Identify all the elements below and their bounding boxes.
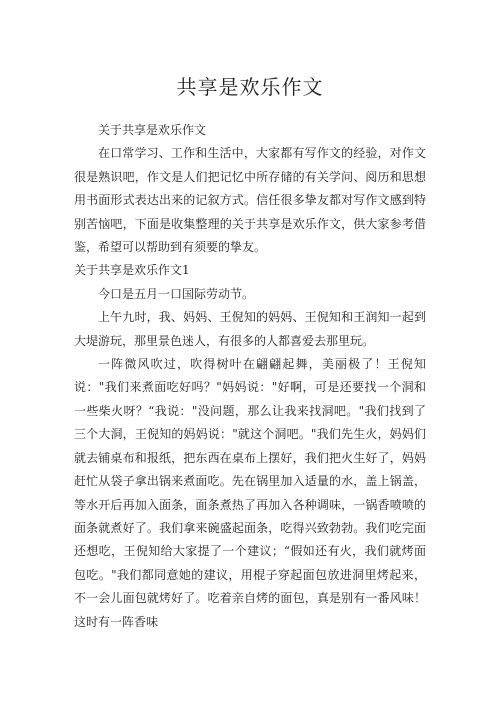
- document-body: [74, 119, 426, 634]
- section-heading: 关于共享是欢乐作文1: [74, 263, 190, 278]
- paragraph-date: 今口是五月一口国际劳动节。: [98, 286, 255, 301]
- paragraph-outing: 上午九时，我、妈妈、王倪知的妈妈、王倪知和王润知一起到大堤游玩，那里景色迷人，有很多的人都喜爱去那里玩。: [74, 310, 426, 348]
- paragraph-intro: 在口常学习、工作和生活中，大家都有写作文的经验，对作文很是熟识吧，作文是人们把记忆中所存储的有关学问、阅历和思想用书面形式表达出来的记叙方式。信任很多挚友都对写作文感到特别苦恼吧，下面是收集整理的关于共享是欢乐作文，供大家参考借鉴，希望可以帮助到有须要的挚友。: [74, 146, 426, 255]
- paragraph-cooking: 一阵微风吹过，吹得树叶在翩翩起舞，美丽极了！王倪知说："我们来煮面吃好吗？"妈妈说："好啊，可是还要找一个洞和一些柴火呀？“我说："没问题，那么让我来找洞吧。"我们找到了三个大洞，王倪知的妈妈说："就这个洞吧。"我们先生火，妈妈们就去铺桌布和报纸，把东西在桌布上摆好，我们把火生好了，妈妈赶忙从袋子拿出锅来煮面吃。先在锅里加入适量的水，盖上锅盖，等水开后再加入面条，面条煮热了再加入各种调味，一锅香喷喷的面条就煮好了。我们拿来碗盛起面条，吃得兴致勃勃。我们吃完面还想吃，王倪知给大家提了一个建议；“假如还有火，我们就烤面包吃。"我们都同意她的建议，用棍子穿起面包放进洞里烤起来，不一会儿面包就烤好了。吃着亲自烤的面包，真是别有一番风味！这时有一阵香味: [74, 357, 426, 629]
- document-title: 共享是欢乐作文: [176, 75, 324, 99]
- paragraph-intro-heading: 关于共享是欢乐作文: [98, 123, 207, 137]
